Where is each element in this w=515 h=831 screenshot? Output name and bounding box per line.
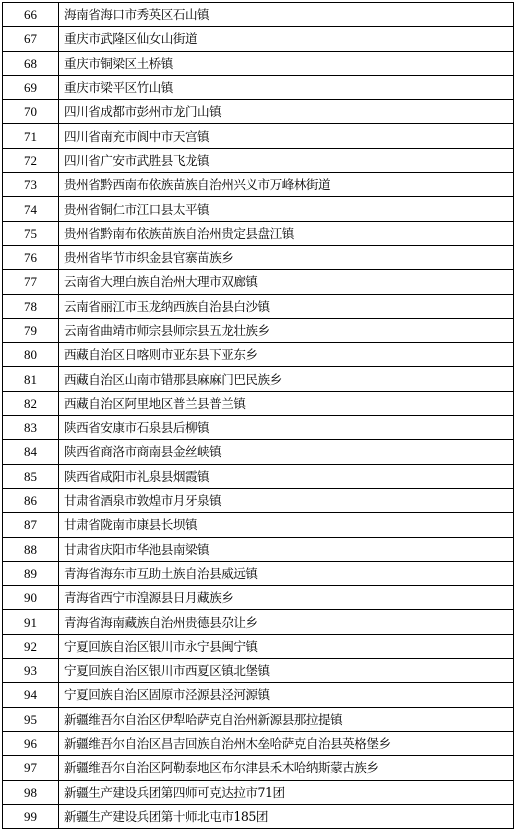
row-number: 76 xyxy=(3,245,59,269)
place-name: 甘肃省陇南市康县长坝镇 xyxy=(59,513,514,537)
row-number: 86 xyxy=(3,488,59,512)
row-number: 90 xyxy=(3,586,59,610)
row-number: 79 xyxy=(3,318,59,342)
place-name: 重庆市铜梁区土桥镇 xyxy=(59,51,514,75)
row-number: 93 xyxy=(3,659,59,683)
table-row xyxy=(3,756,514,780)
place-name: 西藏自治区山南市错那县麻麻门巴民族乡 xyxy=(59,367,514,391)
table-row xyxy=(3,173,514,197)
row-number: 94 xyxy=(3,683,59,707)
place-name: 新疆维吾尔自治区昌吉回族自治州木垒哈萨克自治县英格堡乡 xyxy=(59,731,514,755)
table-row xyxy=(3,610,514,634)
row-number: 87 xyxy=(3,513,59,537)
row-number: 66 xyxy=(3,3,59,27)
row-number: 89 xyxy=(3,561,59,585)
table-row xyxy=(3,51,514,75)
table-row xyxy=(3,659,514,683)
place-name: 陕西省商洛市商南县金丝峡镇 xyxy=(59,440,514,464)
place-name: 宁夏回族自治区固原市泾源县泾河源镇 xyxy=(59,683,514,707)
table-row xyxy=(3,731,514,755)
row-number: 84 xyxy=(3,440,59,464)
table-row xyxy=(3,75,514,99)
place-name: 新疆维吾尔自治区伊犁哈萨克自治州新源县那拉提镇 xyxy=(59,707,514,731)
place-name: 甘肃省庆阳市华池县南梁镇 xyxy=(59,537,514,561)
table-row xyxy=(3,221,514,245)
table-row xyxy=(3,804,514,828)
place-name: 陕西省安康市石泉县后柳镇 xyxy=(59,416,514,440)
place-name: 西藏自治区阿里地区普兰县普兰镇 xyxy=(59,391,514,415)
table-row xyxy=(3,586,514,610)
place-name: 陕西省咸阳市礼泉县烟霞镇 xyxy=(59,464,514,488)
row-number: 81 xyxy=(3,367,59,391)
row-number: 78 xyxy=(3,294,59,318)
town-list-table xyxy=(2,2,514,829)
place-name: 宁夏回族自治区银川市西夏区镇北堡镇 xyxy=(59,659,514,683)
place-name: 新疆维吾尔自治区阿勒泰地区布尔津县禾木哈纳斯蒙古族乡 xyxy=(59,756,514,780)
row-number: 83 xyxy=(3,416,59,440)
table-row xyxy=(3,464,514,488)
row-number: 80 xyxy=(3,343,59,367)
place-name: 云南省曲靖市师宗县师宗县五龙壮族乡 xyxy=(59,318,514,342)
place-name: 青海省西宁市湟源县日月藏族乡 xyxy=(59,586,514,610)
row-number: 69 xyxy=(3,75,59,99)
row-number: 96 xyxy=(3,731,59,755)
row-number: 68 xyxy=(3,51,59,75)
place-name: 四川省成都市彭州市龙门山镇 xyxy=(59,100,514,124)
row-number: 70 xyxy=(3,100,59,124)
table-row xyxy=(3,780,514,804)
place-name: 贵州省铜仁市江口县太平镇 xyxy=(59,197,514,221)
place-name: 贵州省黔南布依族苗族自治州贵定县盘江镇 xyxy=(59,221,514,245)
table-row xyxy=(3,513,514,537)
place-name: 重庆市武隆区仙女山街道 xyxy=(59,27,514,51)
place-name: 新疆生产建设兵团第四师可克达拉市71团 xyxy=(59,780,514,804)
table-row xyxy=(3,537,514,561)
row-number: 72 xyxy=(3,148,59,172)
place-name: 宁夏回族自治区银川市永宁县闽宁镇 xyxy=(59,634,514,658)
row-number: 95 xyxy=(3,707,59,731)
place-name: 海南省海口市秀英区石山镇 xyxy=(59,3,514,27)
row-number: 73 xyxy=(3,173,59,197)
row-number: 82 xyxy=(3,391,59,415)
table-row xyxy=(3,148,514,172)
place-name: 四川省南充市阆中市天宫镇 xyxy=(59,124,514,148)
place-name: 青海省海东市互助土族自治县威远镇 xyxy=(59,561,514,585)
row-number: 97 xyxy=(3,756,59,780)
place-name: 西藏自治区日喀则市亚东县下亚东乡 xyxy=(59,343,514,367)
table-row xyxy=(3,3,514,27)
row-number: 92 xyxy=(3,634,59,658)
table-body xyxy=(3,3,514,829)
table-row xyxy=(3,100,514,124)
table-row xyxy=(3,488,514,512)
place-name: 甘肃省酒泉市敦煌市月牙泉镇 xyxy=(59,488,514,512)
table-row xyxy=(3,343,514,367)
place-name: 青海省海南藏族自治州贵德县尕让乡 xyxy=(59,610,514,634)
row-number: 99 xyxy=(3,804,59,828)
table-row xyxy=(3,440,514,464)
place-name: 贵州省毕节市织金县官寨苗族乡 xyxy=(59,245,514,269)
row-number: 85 xyxy=(3,464,59,488)
row-number: 91 xyxy=(3,610,59,634)
table-row xyxy=(3,27,514,51)
table-row xyxy=(3,367,514,391)
place-name: 贵州省黔西南布依族苗族自治州兴义市万峰林街道 xyxy=(59,173,514,197)
row-number: 88 xyxy=(3,537,59,561)
place-name: 云南省大理白族自治州大理市双廊镇 xyxy=(59,270,514,294)
row-number: 77 xyxy=(3,270,59,294)
place-name: 四川省广安市武胜县飞龙镇 xyxy=(59,148,514,172)
place-name: 云南省丽江市玉龙纳西族自治县白沙镇 xyxy=(59,294,514,318)
table-row xyxy=(3,416,514,440)
table-row xyxy=(3,391,514,415)
row-number: 67 xyxy=(3,27,59,51)
table-row xyxy=(3,318,514,342)
table-row xyxy=(3,124,514,148)
table-row xyxy=(3,294,514,318)
table-row xyxy=(3,197,514,221)
row-number: 98 xyxy=(3,780,59,804)
row-number: 75 xyxy=(3,221,59,245)
place-name: 重庆市梁平区竹山镇 xyxy=(59,75,514,99)
table-row xyxy=(3,683,514,707)
table-row xyxy=(3,634,514,658)
table-row xyxy=(3,270,514,294)
row-number: 74 xyxy=(3,197,59,221)
table-row xyxy=(3,707,514,731)
place-name: 新疆生产建设兵团第十师北屯市185团 xyxy=(59,804,514,828)
row-number: 71 xyxy=(3,124,59,148)
table-row xyxy=(3,561,514,585)
table-row xyxy=(3,245,514,269)
